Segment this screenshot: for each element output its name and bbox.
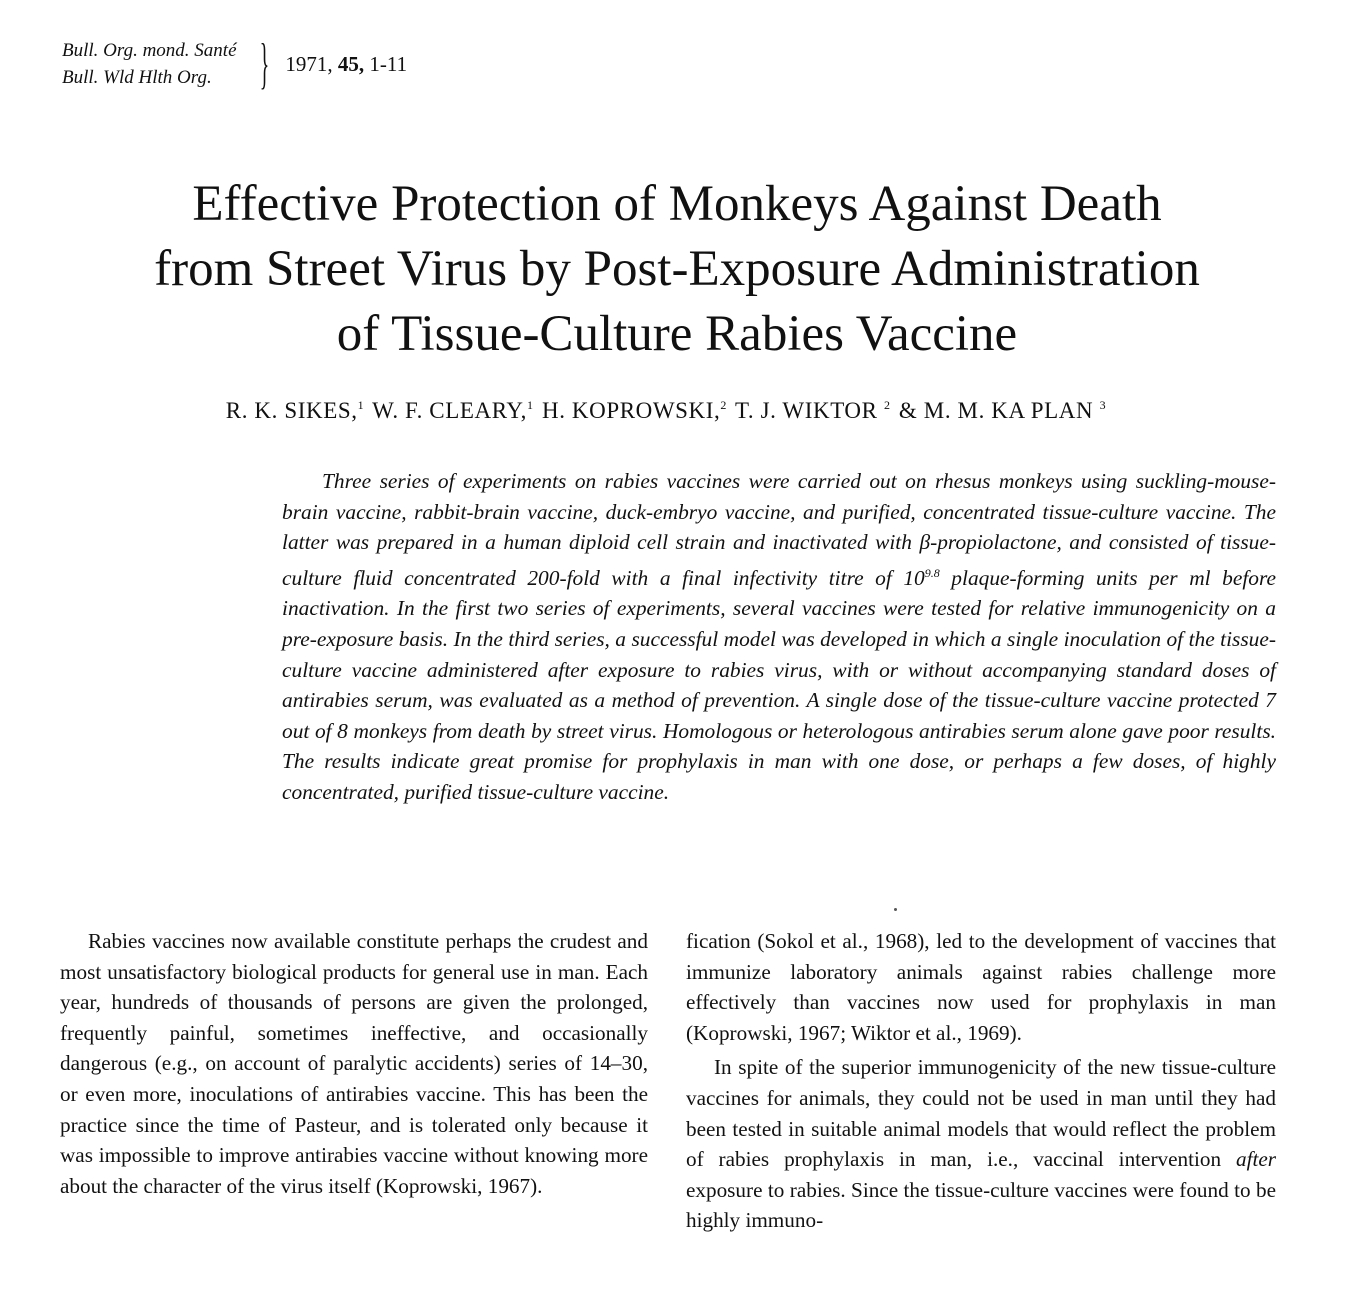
affiliation-mark: 3 xyxy=(1099,398,1107,412)
author-name: H. KOPROWSKI, xyxy=(541,398,721,423)
body-column-left xyxy=(60,926,648,1201)
body-column-right xyxy=(686,926,1276,1236)
abstract-text-2: plaque-forming units per ml before inactivation. In the first two series of experiments, several vaccines were tested for relative immunogenicity on a pre-exposure basis. In the third series, a successful model was developed in which a single inoculation of the tissue-culture vaccine administered after exposure to rabies virus, with or without accompanying standard doses of antirabies serum, was evaluated as a method of prevention. A single dose of the tissue-culture vaccine protected 7 out of 8 monkeys from death by street virus. Homologous or heterologous antirabies serum alone gave poor results. The results indicate great promise for prophylaxis in man with one dose, or perhaps a few doses, of highly concentrated, purified tissue-culture vaccine. xyxy=(282,565,1276,804)
journal-volume: 45, xyxy=(337,51,365,76)
journal-name-en: Bull. Wld Hlth Org. xyxy=(62,67,212,88)
author-list xyxy=(0,398,1334,424)
body-paragraph: fication (Sokol et al., 1968), led to the development of vaccines that immunize laboratory animals against rabies challenge more effectively than vaccines now used for prophylaxis in man (Koprowski, 1967; Wiktor et al., 1969). xyxy=(686,929,1276,1045)
journal-names xyxy=(62,37,237,91)
abstract xyxy=(282,466,1276,808)
title-line-2: from Street Virus by Post-Exposure Administration xyxy=(154,241,1200,297)
journal-citation xyxy=(285,52,407,77)
titre-exponent: 9.8 xyxy=(924,565,940,580)
author-name: T. J. WIKTOR xyxy=(734,398,878,423)
title-line-1: Effective Protection of Monkeys Against Death xyxy=(192,176,1162,232)
author-separator: & xyxy=(898,398,918,423)
paragraph-text: exposure to rabies. Since the tissue-culture vaccines were found to be highly immuno- xyxy=(686,1177,1276,1233)
author-name: R. K. SIKES, xyxy=(225,398,358,423)
author-name: W. F. CLEARY, xyxy=(372,398,528,423)
journal-year: 1971, xyxy=(285,51,333,76)
affiliation-mark: 1 xyxy=(527,398,534,412)
affiliation-mark: 2 xyxy=(883,398,891,412)
journal-name-fr: Bull. Org. mond. Santé xyxy=(62,40,237,61)
paragraph-text: In spite of the superior immunogenicity of the new tissue-culture vaccines for animals, they could not be used in man until they had been tested in suitable animal models that would reflect the problem of rabies prophylaxis in man, i.e., vaccinal intervention xyxy=(686,1055,1276,1172)
author-name: M. M. KA PLAN xyxy=(923,398,1094,423)
affiliation-mark: 2 xyxy=(720,398,727,412)
emphasis-text: after xyxy=(1235,1147,1276,1172)
body-paragraph xyxy=(686,1052,1276,1236)
body-paragraph: Rabies vaccines now available constitute perhaps the crudest and most unsatisfactory biological products for general use in man. Each year, hundreds of thousands of persons are given the prolonged, frequently painful, sometimes ineffective, and occasionally dangerous (e.g., on account of paralytic accidents) series of 14–30, or even more, inoculations of antirabies vaccine. This has been the practice since the time of Pasteur, and is tolerated only because it was impossible to improve antirabies vaccine without knowing more about the character of the virus itself (Koprowski, 1967). xyxy=(60,929,648,1198)
print-speck xyxy=(894,908,897,911)
journal-reference xyxy=(62,33,408,95)
journal-pages: 1-11 xyxy=(369,51,408,76)
brace-glyph: } xyxy=(259,33,269,95)
title-line-3: of Tissue-Culture Rabies Vaccine xyxy=(336,306,1018,362)
affiliation-mark: 1 xyxy=(357,398,365,412)
article-title xyxy=(40,172,1314,367)
abstract-text-1: Three series of experiments on rabies vaccines were carried out on rhesus monkeys using suckling-mouse-brain vaccine, rabbit-brain vaccine, duck-embryo vaccine, and purified, concentrated tissue-culture vaccine. The latter was prepared in a human diploid cell strain and inactivated with β-propiolactone, and consisted of tissue-culture fluid concentrated 200-fold with a final infectivity titre of 10 xyxy=(282,469,1276,590)
